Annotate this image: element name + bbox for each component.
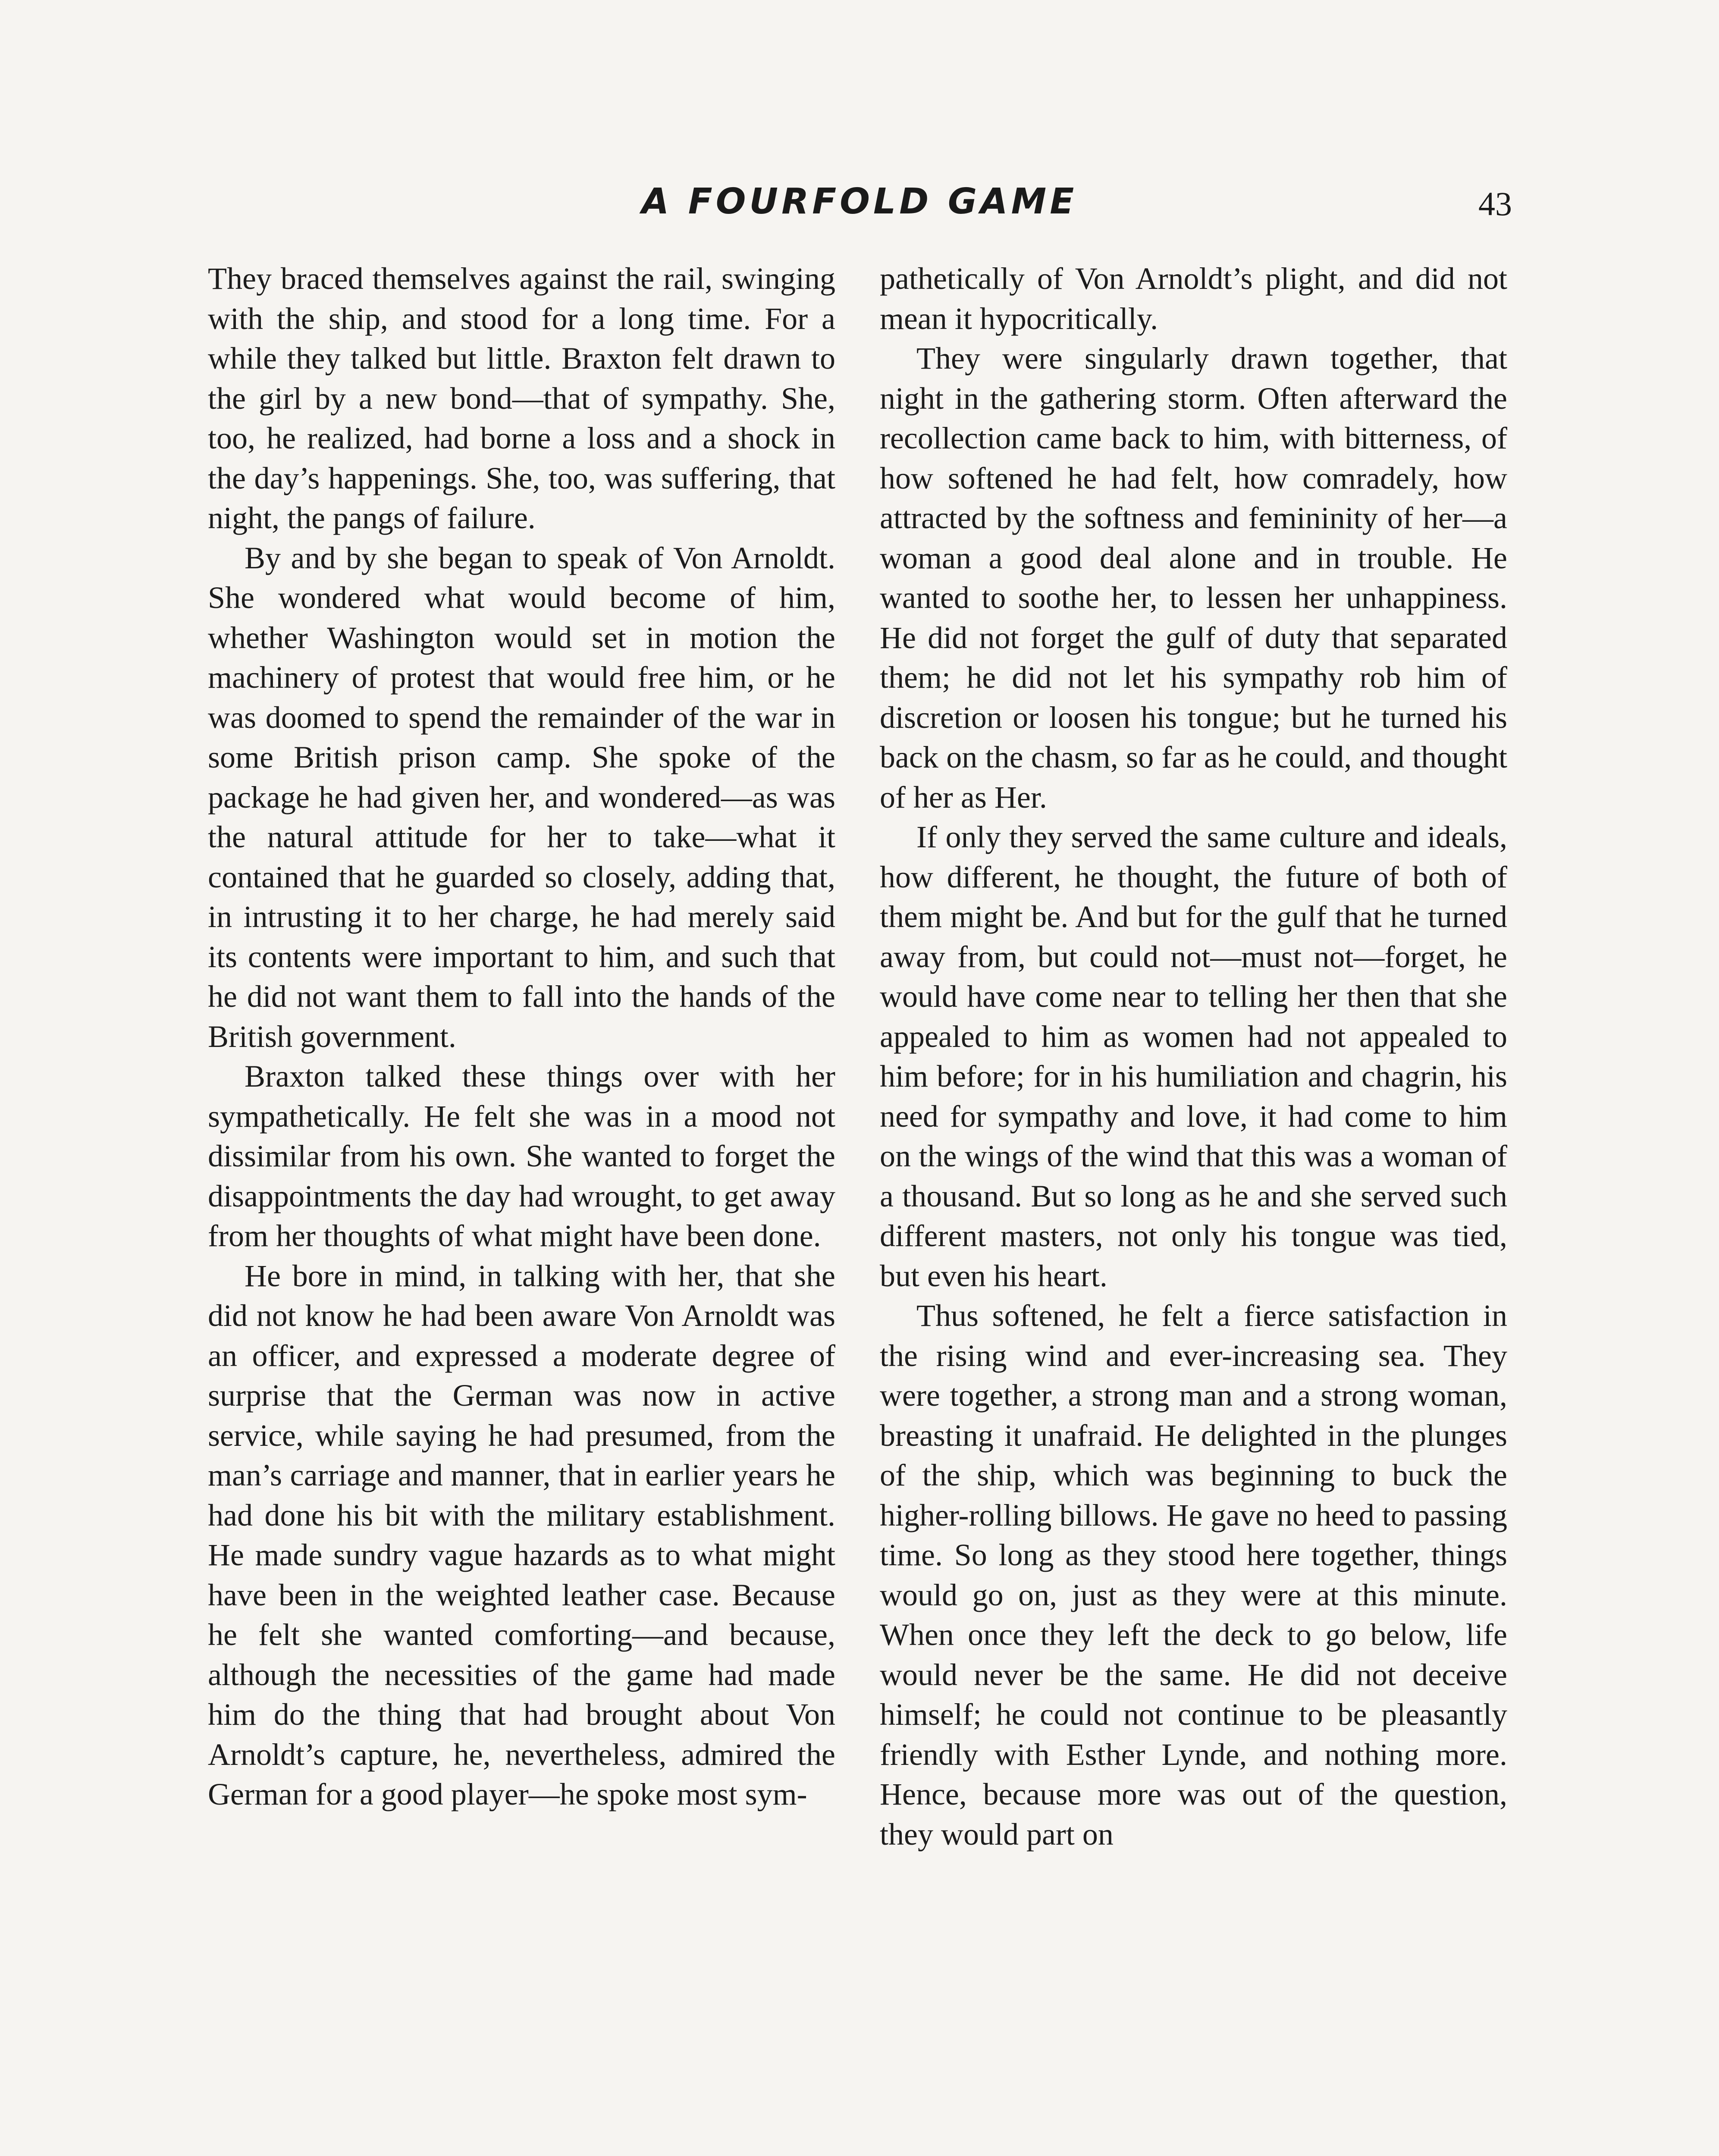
paragraph: Braxton talked these things over with her sympathetically. He felt she was in a mood not dissimilar from his own. She wanted to forget the disappointments the day had wrought, to get away from her thoughts of what might have been done.: [208, 1059, 835, 1253]
running-title: A FOURFOLD GAME: [641, 181, 1078, 222]
right-column: [880, 259, 1507, 1854]
paragraph: Thus softened, he felt a fierce satisfaction in the rising wind and ever-increasing sea. They were together, a strong man and a strong woman, breasting it unafraid. He delighted in the plunges of the ship, which was beginning to buck the higher-rolling billows. He gave no heed to passing time. So long as they stood here together, things would go on, just as they were at this minute. When once they left the deck to go below, life would never be the same. He did not deceive himself; he could not continue to be pleasantly friendly with Esther Lynde, and nothing more. Hence, because more was out of the question, they would part on: [880, 1298, 1507, 1852]
running-head: [0, 181, 1719, 233]
paragraph: They braced themselves against the rail, swinging with the ship, and stood for a long time. For a while they talked but little. Braxton felt drawn to the girl by a new bond—that of sympathy. She, too, he realized, had borne a loss and a shock in the day’s happenings. She, too, was suffering, that night, the pangs of failure.: [208, 261, 835, 535]
paragraph: They were singularly drawn together, that night in the gathering storm. Often afterward the recollection came back to him, with bitterness, of how softened he had felt, how comradely, how attracted by the softness and femininity of her—a woman a good deal alone and in trouble. He wanted to soothe her, to lessen her unhappiness. He did not forget the gulf of duty that separated them; he did not let his sympathy rob him of discretion or loosen his tongue; but he turned his back on the chasm, so far as he could, and thought of her as Her.: [880, 341, 1507, 815]
paragraph: If only they served the same culture and ideals, how different, he thought, the future of both of them might be. And but for the gulf that he turned away from, but could not—must not—forget, he would have come near to telling her then that she appealed to him as women had not appealed to him before; for in his humiliation and chagrin, his need for sympathy and love, it had come to him on the wings of the wind that this was a woman of a thousand. But so long as he and she served such different masters, not only his tongue was tied, but even his heart.: [880, 820, 1507, 1293]
page-number: 43: [1478, 185, 1512, 222]
left-column: [208, 259, 835, 1814]
paragraph-continued: pathetically of Von Arnoldt’s plight, and did not mean it hypocritically.: [880, 261, 1507, 336]
paragraph: He bore in mind, in talking with her, that she did not know he had been aware Von Arnoldt was an officer, and expressed a moderate degree of surprise that the German was now in active service, while saying he had presumed, from the man’s carriage and manner, that in earlier years he had done his bit with the military establishment. He made sundry vague hazards as to what might have been in the weighted leather case. Because he felt she wanted comforting—and because, although the necessities of the game had made him do the thing that had brought about Von Arnoldt’s capture, he, nevertheless, admired the German for a good player—he spoke most sym-: [208, 1258, 835, 1811]
paragraph: By and by she began to speak of Von Arnoldt. She wondered what would become of him, whether Washington would set in motion the machinery of protest that would free him, or he was doomed to spend the remainder of the war in some British prison camp. She spoke of the package he had given her, and wondered—as was the natural attitude for her to take—what it contained that he guarded so closely, adding that, in intrusting it to her charge, he had merely said its contents were important to him, and such that he did not want them to fall into the hands of the British government.: [208, 540, 835, 1054]
